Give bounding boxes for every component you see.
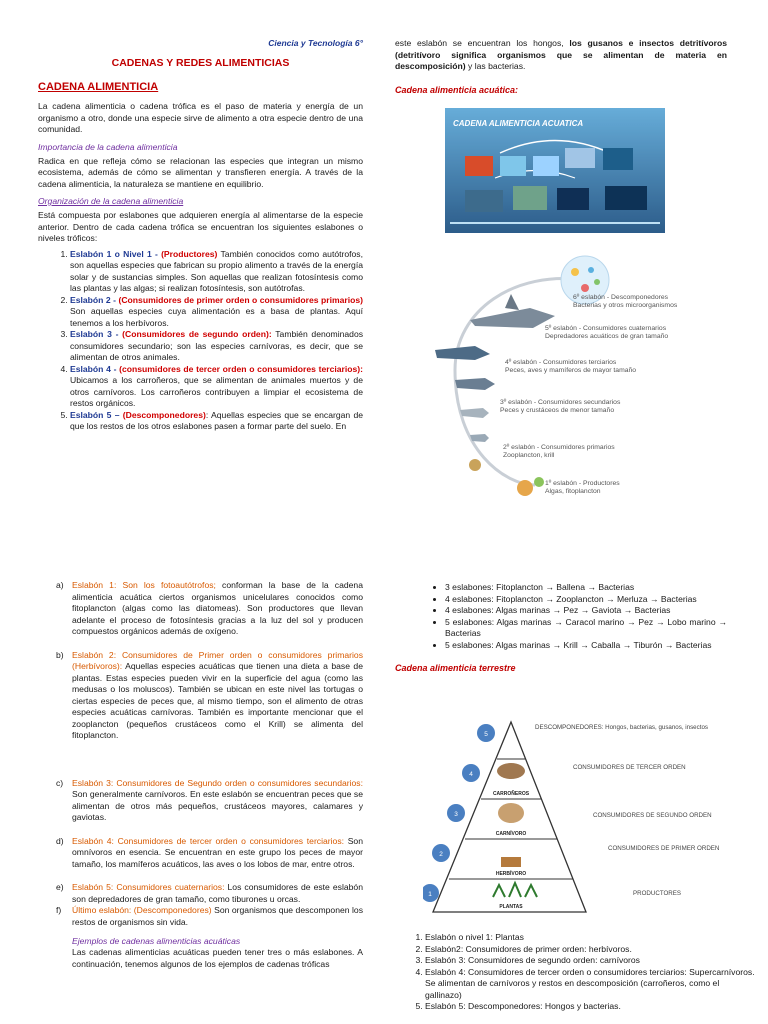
subject-header: Ciencia y Tecnología 6° bbox=[268, 38, 363, 48]
svg-text:Algas, fitoplancton: Algas, fitoplancton bbox=[545, 488, 601, 495]
page1-right-column bbox=[395, 0, 727, 495]
example-item: • 4 eslabones: Fitoplancton → Zooplancton → Merluza → Bacterias bbox=[445, 594, 727, 606]
svg-text:Depredadores acuáticos de gran: Depredadores acuáticos de gran tamaño bbox=[545, 333, 669, 340]
alpha-item-d: d) Eslabón 4: Consumidores de tercer orden o consumidores terciarios: Son omnívoros en esencia. Se encuentran en este grupo los peces de mayor tamaño, los mamíferos acuáticos, las aves o los lobos de mar, entre otros. bbox=[56, 835, 363, 869]
importance-heading: Importancia de la cadena alimenticia bbox=[38, 141, 178, 152]
intro-paragraph: La cadena alimenticia o cadena trófica es el paso de materia y energía de un organismo a otro, donde una especie sirve de alimento a otra especie dentro de una comunidad. bbox=[38, 101, 363, 134]
level-item: 5. Eslabón 5 – (Descomponedores): Aquellas especies que se encargan de que los restos de los otros eslabones pasen a formar parte del suelo. En bbox=[70, 410, 363, 433]
terrestrial-level-item: 5. Eslabón 5: Descomponedores: Hongos y bacterias. bbox=[425, 1001, 757, 1013]
importance-paragraph: Radica en que refleja cómo se relacionan las especies que integran un mismo ecosistema, además de cómo se alimentan y transfieren energía. A través de la cadena alimenticia, la naturaleza se mantiene en equilibrio. bbox=[38, 155, 363, 189]
svg-text:Peces y crustáceos de menor ta: Peces y crustáceos de menor tamaño bbox=[500, 407, 615, 414]
svg-text:Peces, aves y mamíferos de may: Peces, aves y mamíferos de mayor tamaño bbox=[505, 367, 637, 374]
svg-text:CONSUMIDORES DE SEGUNDO ORDEN: CONSUMIDORES DE SEGUNDO ORDEN bbox=[593, 812, 712, 819]
svg-text:PLANTAS: PLANTAS bbox=[499, 904, 523, 910]
terrestrial-levels-list bbox=[395, 932, 757, 1013]
svg-text:PRODUCTORES: PRODUCTORES bbox=[633, 890, 682, 897]
examples-paragraph: Las cadenas alimenticias acuáticas pueden tener tres o más eslabones. A continuación, tenemos algunos de los ejemplos de cadenas tróficas bbox=[72, 947, 363, 969]
level-item: 3. Eslabón 3 - (Consumidores de segundo orden): También denominados consumidores secundario; son las especies carnívoras, es decir, que se alimentan de otros animales. bbox=[70, 329, 363, 364]
aquatic-chain-heading: Cadena alimenticia acuática: bbox=[395, 84, 519, 95]
document-title: CADENAS Y REDES ALIMENTICIAS bbox=[111, 57, 290, 69]
page2-left-column bbox=[38, 512, 363, 970]
svg-text:2: 2 bbox=[439, 851, 443, 858]
example-item: • 5 eslabones: Algas marinas → Caracol marino → Pez → Lobo marino → Bacterias bbox=[445, 617, 727, 640]
terrestrial-level-item: 3. Eslabón 3: Consumidores de segundo orden: carnívoros bbox=[425, 955, 757, 967]
svg-text:Zooplancton, krill: Zooplancton, krill bbox=[503, 452, 555, 459]
svg-text:CONSUMIDORES DE TERCER ORDEN: CONSUMIDORES DE TERCER ORDEN bbox=[573, 764, 686, 771]
alpha-item-b: b) Eslabón 2: Consumidores de Primer orden o consumidores primarios (Herbívoros): Aquellas especies acuáticas que tienen una dieta a base de plantas. Estas especies pueden vivir en la superficie del agua (como las medusas o los moluscos). También se ubican en este nivel las tortugas o ciertas especies de peces que, al mismo tiempo, son el alimento de otras especies acuáticas carnívoras. También es importante mencionar que el zooplancton (pequeños crustáceos como el Krill) se alimenta del fitoplancton. bbox=[56, 649, 363, 740]
aquatic-chain-image bbox=[445, 108, 665, 233]
terrestrial-level-item: 1. Eslabón o nivel 1: Plantas bbox=[425, 932, 757, 944]
trophic-levels-list bbox=[38, 249, 363, 433]
page1-left-column bbox=[38, 0, 363, 433]
aquatic-levels-list bbox=[38, 580, 363, 928]
svg-text:2º eslabón - Consumidores prim: 2º eslabón - Consumidores primarios bbox=[503, 444, 615, 451]
terrestrial-level-item: 2. Eslabón2: Consumidores de primer orden: herbívoros. bbox=[425, 944, 757, 956]
example-item: • 5 eslabones: Algas marinas → Krill → Caballa → Tiburón → Bacterias bbox=[445, 640, 727, 652]
examples-heading: Ejemplos de cadenas alimenticias acuáticas bbox=[72, 936, 241, 946]
svg-text:CADENA ALIMENTICIA ACUATICA: CADENA ALIMENTICIA ACUATICA bbox=[453, 119, 584, 128]
svg-text:DESCOMPONEDORES: Hongos, bacte: DESCOMPONEDORES: Hongos, bacterias, gusanos, insectos bbox=[535, 724, 708, 731]
svg-text:CARROÑEROS: CARROÑEROS bbox=[492, 791, 530, 797]
svg-text:4: 4 bbox=[469, 771, 473, 778]
aquatic-levels-diagram bbox=[415, 250, 727, 512]
level-item: 2. Eslabón 2 - (Consumidores de primer orden o consumidores primarios) Son aquellas especies cuya alimentación es a basa de plantas. Aquí tenemos a los herbívoros. bbox=[70, 295, 363, 330]
alpha-item-e: e) Eslabón 5: Consumidores cuaternarios: Los consumidores de este eslabón son depredadores de gran tamaño, como tiburones u orcas. bbox=[56, 882, 363, 904]
page2-right-column bbox=[395, 512, 755, 1011]
svg-text:CARNÍVORO: CARNÍVORO bbox=[495, 831, 527, 837]
svg-text:6º eslabón - Descomponedores: 6º eslabón - Descomponedores bbox=[573, 294, 669, 301]
terrestrial-level-item: 4. Eslabón 4: Consumidores de tercer orden o consumidores terciarios: Supercarnívoros. Se alimentan de carnívoros y restos en descomposición (carroñeros, como el gallinazo) bbox=[425, 967, 757, 1002]
page-2 bbox=[0, 512, 768, 1024]
svg-text:1: 1 bbox=[428, 891, 432, 898]
organization-heading: Organización de la cadena alimenticia bbox=[38, 196, 184, 206]
level-item: 1. Eslabón 1 o Nivel 1 - (Productores) También conocidos como autótrofos, son aquellas especies que fabrican su propio alimento a través de la energía solar y de sustancias simples. Son aquellas que realizan fotosíntesis como las plantas y las algas; si realizan fotosíntesis, son autótrofas. bbox=[70, 249, 363, 295]
terrestrial-pyramid-diagram bbox=[423, 717, 728, 917]
svg-text:HERBÍVORO: HERBÍVORO bbox=[495, 871, 527, 877]
svg-text:5º eslabón - Consumidores cuat: 5º eslabón - Consumidores cuaternarios bbox=[545, 325, 667, 332]
svg-text:4º eslabón - Consumidores terc: 4º eslabón - Consumidores terciarios bbox=[505, 359, 617, 366]
example-item: • 3 eslabones: Fitoplancton → Ballena → Bacterias bbox=[445, 582, 727, 594]
alpha-item-f: f) Último eslabón: (Descomponedores) Son organismos que descomponen los restos de organismos sin vida. bbox=[56, 905, 363, 927]
alpha-item-a: a) Eslabón 1: Son los fotoautótrofos; conforman la base de la cadena alimenticia acuática ciertos organismos unicelulares conocidos como fitoplancton (algas como las diatomeas). Son productores que llevan adelante el proceso de fotosíntesis gracias a la luz del sol y producen compuestos orgánicos además de oxígeno. bbox=[56, 580, 363, 636]
svg-text:CONSUMIDORES DE PRIMER ORDEN: CONSUMIDORES DE PRIMER ORDEN bbox=[608, 845, 720, 852]
level-item: 4. Eslabón 4 - (consumidores de tercer orden o consumidores terciarios): Ubicamos a los carroñeros, que se alimentan de animales muertos y de otros carnívoros. Los carroñeros contribuyen a limpiar el ecosistema de restos orgánicos. bbox=[70, 364, 363, 410]
svg-text:5: 5 bbox=[484, 731, 488, 738]
section-title: CADENA ALIMENTICIA bbox=[38, 81, 159, 93]
aquatic-examples-list bbox=[395, 582, 727, 651]
example-item: • 4 eslabones: Algas marinas → Pez → Gaviota → Bacterias bbox=[445, 605, 727, 617]
organization-paragraph: Está compuesta por eslabones que adquieren energía al alimentarse de la especie anterior. Dentro de cada cadena trófica se encuentran los siguientes eslabones o niveles tróficos: bbox=[38, 210, 363, 243]
svg-text:Bacterias y otros microorganis: Bacterias y otros microorganismos bbox=[573, 302, 678, 309]
svg-text:3º eslabón - Consumidores secu: 3º eslabón - Consumidores secundarios bbox=[500, 399, 621, 406]
decomposers-continuation: este eslabón se encuentran los hongos, los gusanos e insectos detritívoros (detritívoro significa organismos que se alimentan de materia en descomposición) y las bacterias. bbox=[395, 38, 727, 71]
alpha-item-c: c) Eslabón 3: Consumidores de Segundo orden o consumidores secundarios: Son generalmente carnívoros. En este eslabón se encuentran peces que se alimentan de otros más pequeños, crustáceos mayores, calamares y gaviotas. bbox=[56, 777, 363, 822]
svg-text:3: 3 bbox=[454, 811, 458, 818]
svg-text:1º eslabón - Productores: 1º eslabón - Productores bbox=[545, 480, 620, 487]
terrestrial-chain-heading: Cadena alimenticia terrestre bbox=[395, 663, 516, 673]
